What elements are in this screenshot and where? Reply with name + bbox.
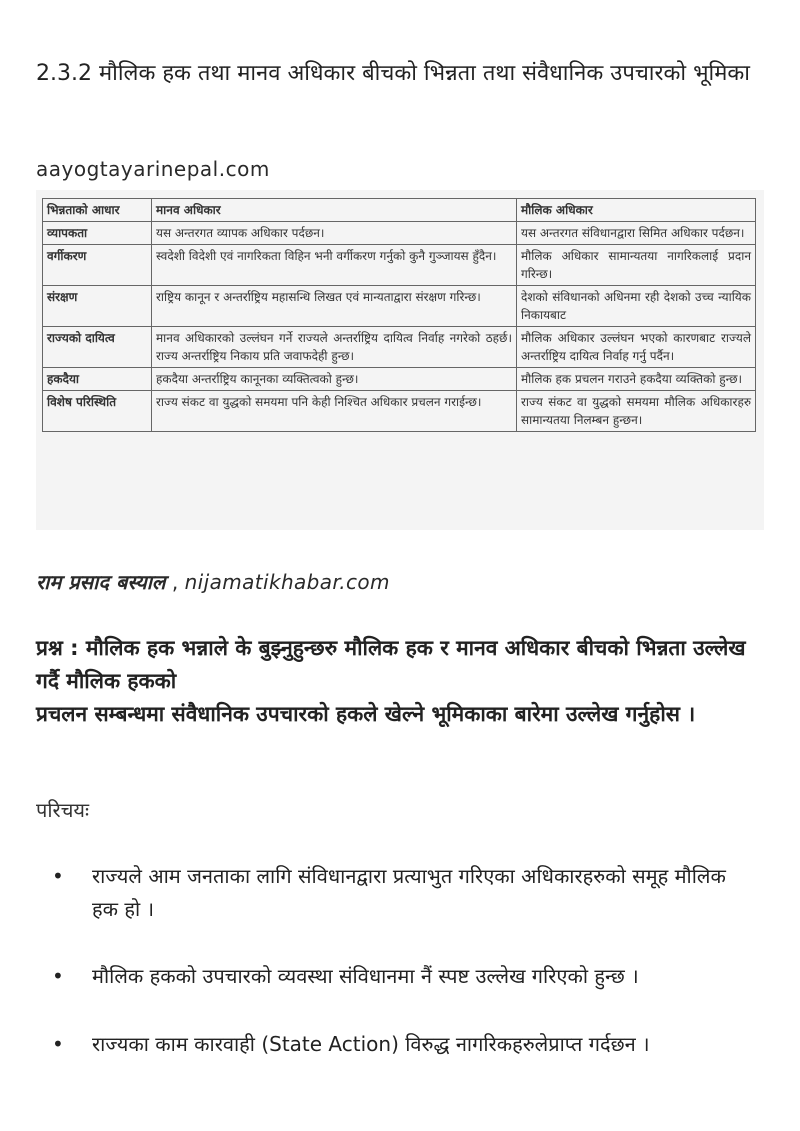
bullet-dot: •: [52, 964, 64, 988]
header-fundamental-rights: मौलिक अधिकार: [517, 199, 756, 222]
table-row: [43, 245, 756, 286]
table-header-row: [43, 199, 756, 222]
question-line-2: प्रचलन सम्बन्धमा संवैधानिक उपचारको हकले खेल्ने भूमिकाका बारेमा उल्लेख गर्नुहोस ।: [36, 702, 696, 726]
question-block: [36, 632, 756, 731]
header-human-rights: मानव अधिकार: [152, 199, 517, 222]
cell-basis: विशेष परिस्थिति: [43, 391, 152, 432]
cell-fundamental-rights: देशको संविधानको अधिनमा रही देशको उच्च न्यायिक निकायबाट: [517, 286, 756, 327]
author-credit: [36, 568, 390, 595]
table-row: [43, 327, 756, 368]
cell-human-rights: राज्य संकट वा युद्धको समयमा पनि केही निश्चित अधिकार प्रचलन गराईन्छ।: [152, 391, 517, 432]
comparison-table-image: [36, 190, 764, 530]
cell-human-rights: स्वदेशी विदेशी एवं नागरिकता विहिन भनी वर्गीकरण गर्नुको कुनै गुञ्जायस हुँदैन।: [152, 245, 517, 286]
header-basis: भिन्नताको आधार: [43, 199, 152, 222]
author-source-site: nijamatikhabar.com: [184, 570, 390, 594]
list-item-text: मौलिक हकको उपचारको व्यवस्था संविधानमा नैं स्पष्ट उल्लेख गरिएको हुन्छ ।: [92, 964, 639, 988]
author-separator: ,: [165, 570, 185, 594]
cell-human-rights: राष्ट्रिय कानून र अन्तर्राष्ट्रिय महासन्धि लिखत एवं मान्यताद्वारा संरक्षण गरिन्छ।: [152, 286, 517, 327]
cell-basis: व्यापकता: [43, 222, 152, 245]
cell-human-rights: मानव अधिकारको उल्लंघन गर्ने राज्यले अन्तर्राष्ट्रिय दायित्व निर्वाह नगरेको ठहर्छ।राज्य अन्तर्राष्ट्रिय निकाय प्रति जवाफदेही हुन्छ।: [152, 327, 517, 368]
bullet-dot: •: [52, 864, 64, 888]
table-row: [43, 391, 756, 432]
table-row: [43, 286, 756, 327]
cell-human-rights: हकदैया अन्तर्राष्ट्रिय कानूनका व्यक्तित्वको हुन्छ।: [152, 368, 517, 391]
table-row: [43, 368, 756, 391]
cell-basis: संरक्षण: [43, 286, 152, 327]
cell-human-rights: यस अन्तरगत व्यापक अधिकार पर्दछन।: [152, 222, 517, 245]
section-heading: 2.3.2 मौलिक हक तथा मानव अधिकार बीचको भिन्नता तथा संवैधानिक उपचारको भूमिका: [36, 61, 750, 86]
comparison-table: [42, 198, 756, 432]
list-item-text: राज्यले आम जनताका लागि संविधानद्वारा प्रत्याभुत गरिएका अधिकारहरुको समूह मौलिक हक हो ।: [92, 864, 726, 921]
intro-label: परिचयः: [36, 798, 90, 822]
cell-fundamental-rights: मौलिक अधिकार उल्लंघन भएको कारणबाट राज्यले अन्तर्राष्ट्रिय दायित्व निर्वाह गर्नु पर्दैन।: [517, 327, 756, 368]
list-item-text: राज्यका काम कारवाही (State Action) विरुद्ध नागरिकहरुलेप्राप्त गर्दछन ।: [92, 1032, 650, 1056]
cell-fundamental-rights: राज्य संकट वा युद्धको समयमा मौलिक अधिकारहरु सामान्यतया निलम्बन हुन्छन।: [517, 391, 756, 432]
bullet-dot: •: [52, 1032, 64, 1056]
cell-fundamental-rights: यस अन्तरगत संविधानद्वारा सिमित अधिकार पर्दछन।: [517, 222, 756, 245]
source-site-label: aayogtayarinepal.com: [36, 157, 270, 181]
author-name: राम प्रसाद बस्याल: [36, 570, 166, 594]
table-row: [43, 222, 756, 245]
cell-basis: हकदैया: [43, 368, 152, 391]
cell-fundamental-rights: मौलिक हक प्रचलन गराउने हकदैया व्यक्तिको हुन्छ।: [517, 368, 756, 391]
cell-basis: राज्यको दायित्व: [43, 327, 152, 368]
cell-fundamental-rights: मौलिक अधिकार सामान्यतया नागरिकलाई प्रदान गरिन्छ।: [517, 245, 756, 286]
question-line-1: प्रश्न : मौलिक हक भन्नाले के बुझ्नुहुन्छरु मौलिक हक र मानव अधिकार बीचको भिन्नता उल्लेख गर्दै मौलिक हकको: [36, 636, 746, 693]
cell-basis: वर्गीकरण: [43, 245, 152, 286]
